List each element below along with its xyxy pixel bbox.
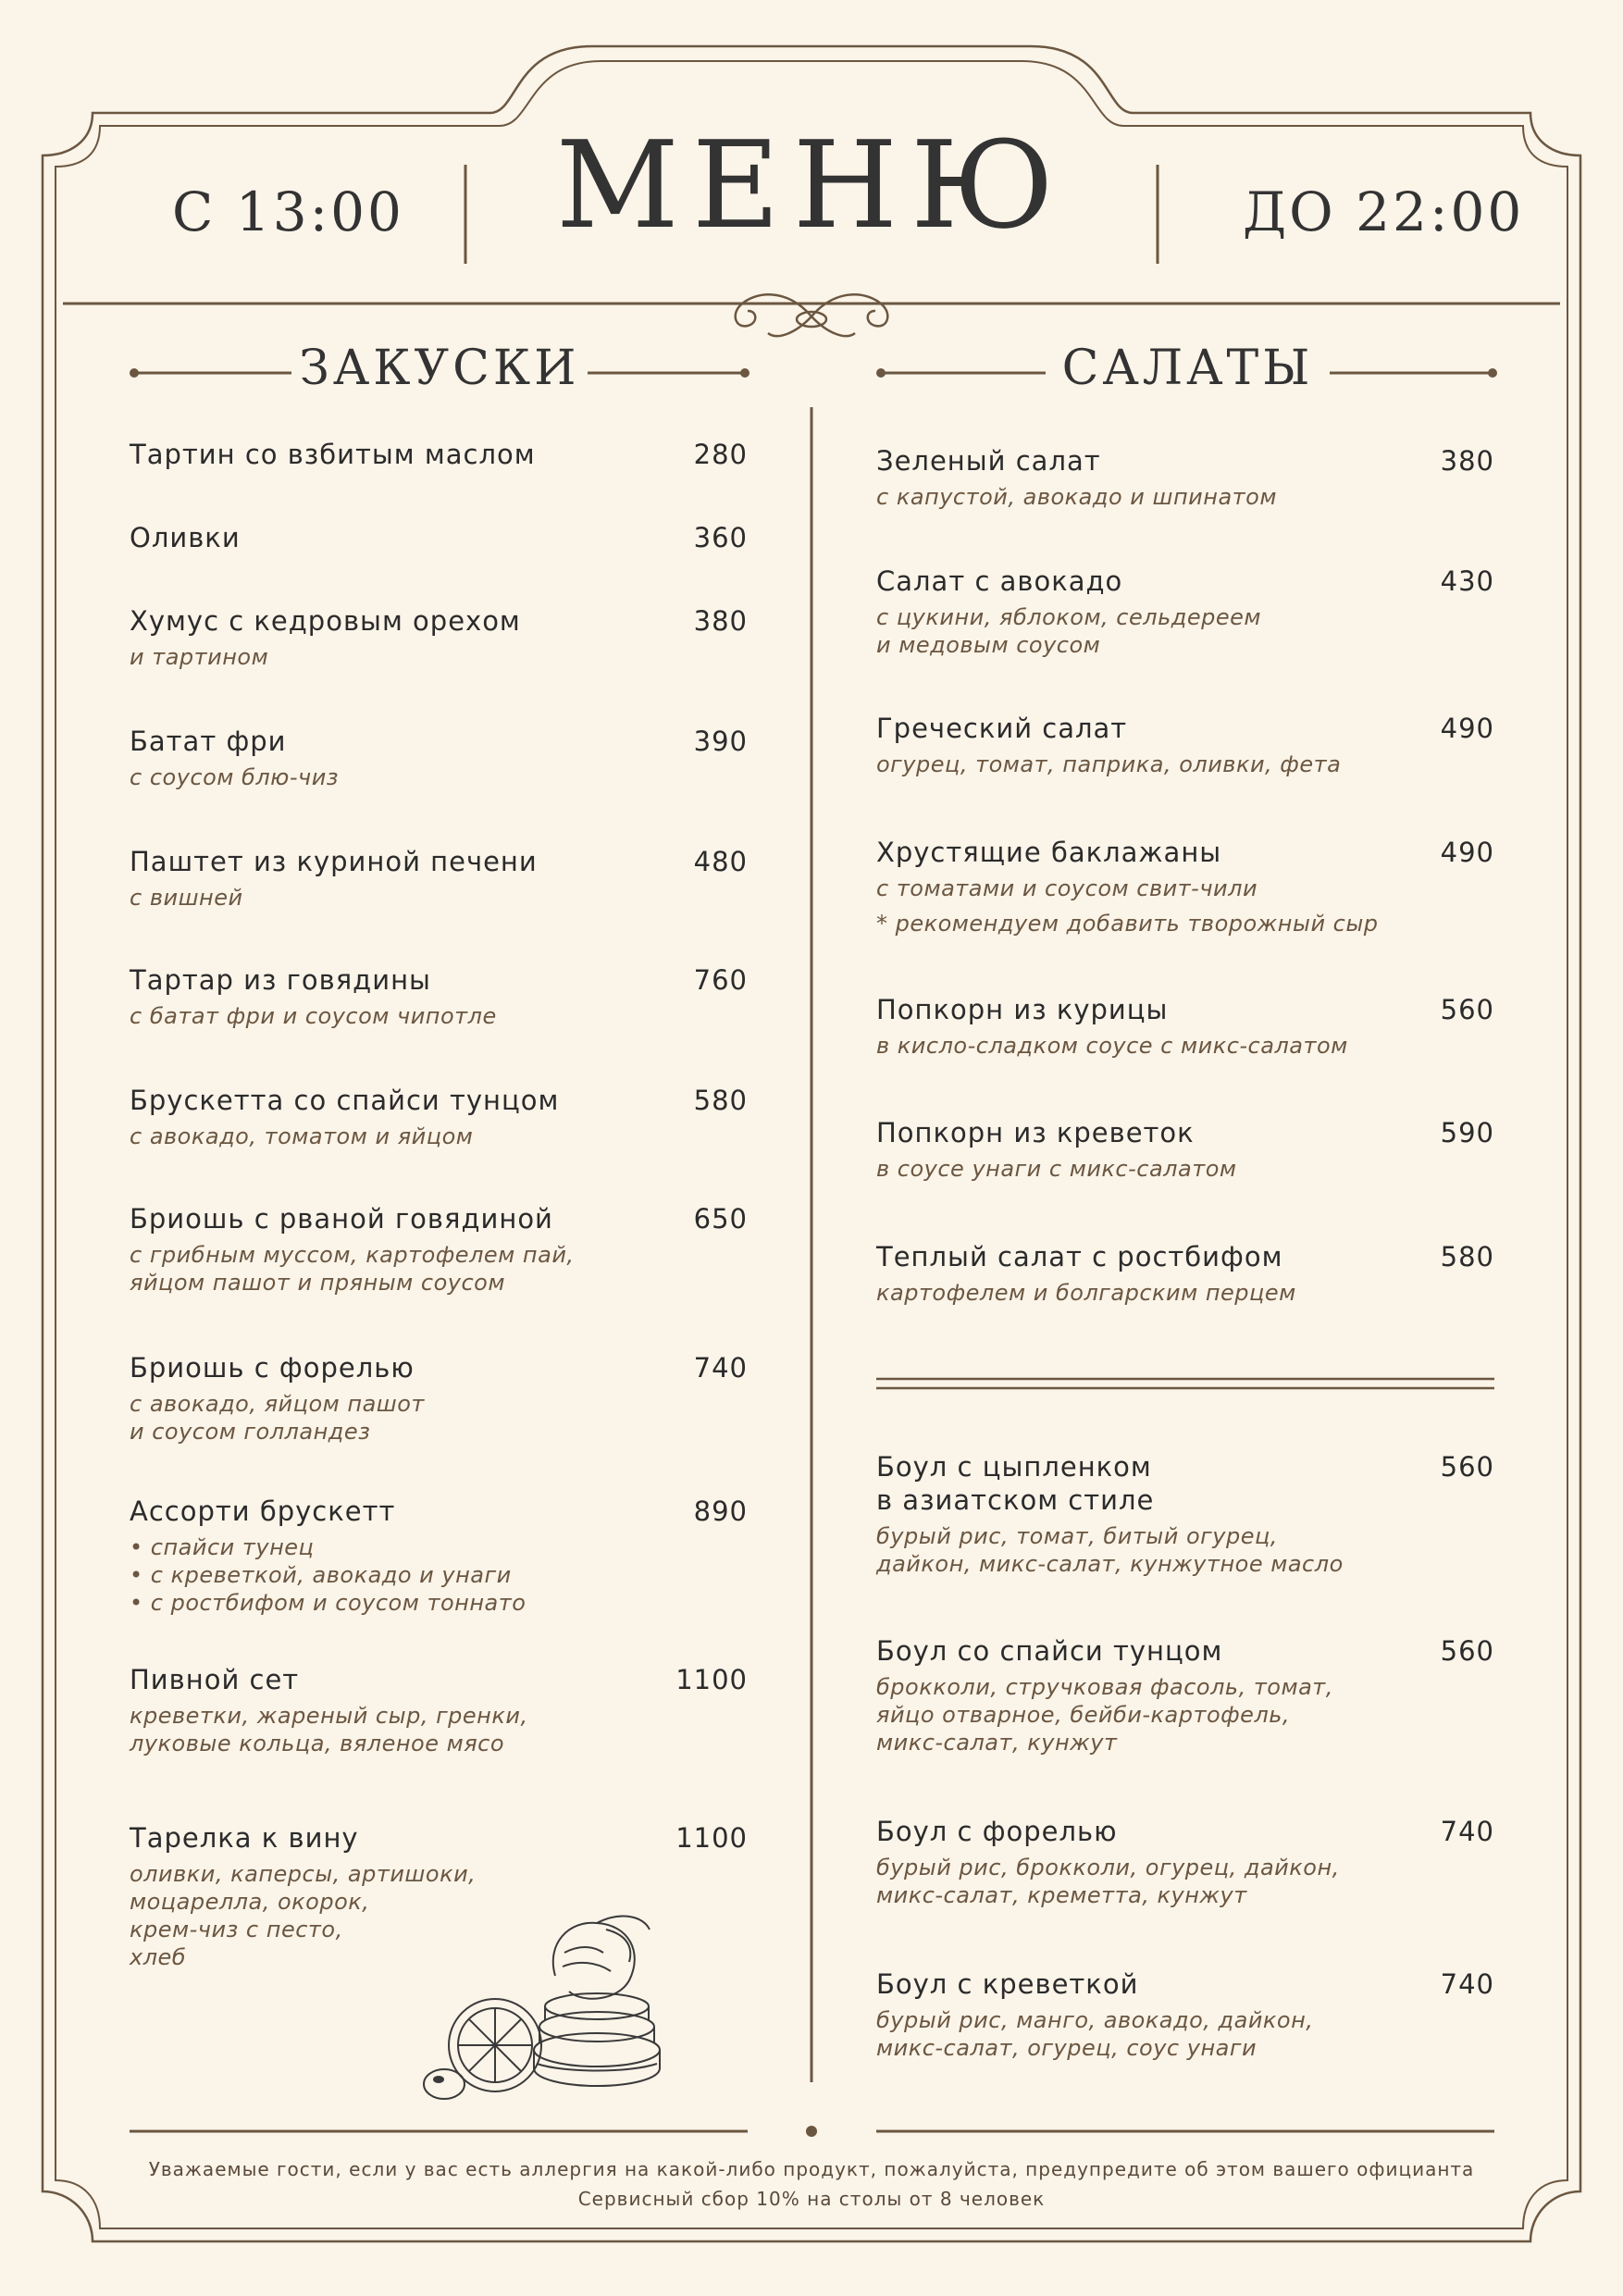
- item-price: 740: [1440, 1968, 1494, 2000]
- item-price: 580: [693, 1085, 748, 1116]
- item-description: бурый рис, брокколи, огурец, дайкон, микс-салат, креметта, кунжут: [876, 1855, 1340, 1908]
- page-title: МЕНЮ: [555, 115, 1068, 255]
- item-price: 740: [693, 1352, 748, 1384]
- item-description: с батат фри и соусом чипотле: [130, 1003, 497, 1029]
- item-description: креветки, жареный сыр, гренки, луковые кольца, вяленое мясо: [130, 1703, 528, 1756]
- opening-time: С 13:00: [172, 180, 404, 243]
- item-description: с вишней: [130, 885, 243, 911]
- item-name: Салат с авокадо: [876, 565, 1123, 597]
- section-title-salads: САЛАТЫ: [1061, 341, 1314, 396]
- item-name: Попкорн из креветок: [876, 1117, 1195, 1148]
- item-name: Брускетта со спайси тунцом: [130, 1085, 560, 1116]
- item-name: Паштет из куриной печени: [130, 846, 538, 877]
- item-price: 760: [693, 964, 748, 996]
- menu-item: [876, 993, 1494, 1060]
- menu-item: [876, 836, 1494, 937]
- item-name: Пивной сет: [130, 1664, 300, 1695]
- item-description: с соусом блю-чиз: [130, 764, 340, 790]
- menu-item: [876, 712, 1494, 778]
- item-name: Боул с форелью: [876, 1816, 1118, 1847]
- item-name: Теплый салат с ростбифом: [876, 1241, 1283, 1272]
- item-price: 380: [1440, 445, 1494, 477]
- item-name: Бриошь с форелью: [130, 1352, 415, 1384]
- menu-item: [876, 1967, 1494, 2062]
- menu-item: [130, 963, 748, 1030]
- menu-item: [130, 725, 748, 791]
- menu-item: [130, 521, 748, 554]
- item-name: Оливки: [130, 522, 241, 553]
- item-description: • спайси тунец • с креветкой, авокадо и унаги • с ростбифом и соусом тоннато: [130, 1534, 527, 1616]
- item-price: 740: [1440, 1816, 1494, 1847]
- item-name: Бриошь с рваной говядиной: [130, 1203, 553, 1235]
- menu-item: [876, 1634, 1494, 1756]
- item-name: Боул с цыпленком в азиатском стиле: [876, 1451, 1155, 1516]
- item-price: 430: [1440, 565, 1494, 597]
- item-description: с авокадо, яйцом пашот и соусом голландез: [130, 1391, 425, 1445]
- service-note: Сервисный сбор 10% на столы от 8 человек: [577, 2188, 1046, 2210]
- item-price: 1100: [675, 1822, 748, 1854]
- menu-item: [876, 1240, 1494, 1307]
- item-price: 1100: [675, 1664, 748, 1695]
- menu-item: [130, 1202, 748, 1297]
- item-price: 590: [1440, 1117, 1494, 1148]
- menu-item: [130, 845, 748, 912]
- item-description: с авокадо, томатом и яйцом: [130, 1123, 474, 1149]
- item-description: с цукини, яблоком, сельдереем и медовым соусом: [876, 604, 1261, 658]
- item-price: 650: [693, 1203, 748, 1235]
- item-name: Боул с креветкой: [876, 1968, 1139, 2000]
- menu-item: [876, 444, 1494, 511]
- menu-item: [876, 1450, 1494, 1578]
- item-description: картофелем и болгарским перцем: [876, 1280, 1296, 1306]
- ornament-flourish-icon: [736, 294, 888, 336]
- item-name: Хрустящие баклажаны: [876, 837, 1222, 868]
- item-description: с томатами и соусом свит-чили * рекомендуем добавить творожный сыр: [876, 875, 1379, 937]
- menu-item: [130, 604, 748, 671]
- item-price: 380: [693, 605, 748, 637]
- item-price: 890: [693, 1496, 748, 1527]
- item-name: Батат фри: [130, 726, 287, 757]
- menu-item: [876, 1116, 1494, 1183]
- item-price: 560: [1440, 1451, 1494, 1483]
- item-name: Тартин со взбитым маслом: [130, 439, 536, 470]
- item-price: 360: [693, 522, 748, 553]
- item-name: Попкорн из курицы: [876, 994, 1169, 1025]
- menu-item: [130, 1663, 748, 1757]
- item-name: Тарелка к вину: [130, 1822, 359, 1854]
- item-description: брокколи, стручковая фасоль, томат, яйцо отварное, бейби-картофель, микс-салат, кунжут: [876, 1674, 1333, 1756]
- menu-item: [130, 1495, 748, 1617]
- item-price: 560: [1440, 1635, 1494, 1667]
- item-description: бурый рис, томат, битый огурец, дайкон, микс-салат, кунжутное масло: [876, 1523, 1344, 1577]
- menu-item: [876, 565, 1494, 659]
- item-name: Боул со спайси тунцом: [876, 1635, 1223, 1667]
- item-price: 480: [693, 846, 748, 877]
- item-description: оливки, каперсы, артишоки, моцарелла, окорок, крем-чиз с песто, хлеб: [130, 1861, 477, 1970]
- item-price: 490: [1440, 837, 1494, 868]
- item-name: Ассорти брускетт: [130, 1496, 396, 1527]
- item-name: Зеленый салат: [876, 445, 1101, 477]
- item-description: в кисло-сладком соусе с микс-салатом: [876, 1033, 1348, 1059]
- shrimp-pancake-sketch-icon: [407, 1888, 703, 2110]
- item-description: бурый рис, манго, авокадо, дайкон, микс-салат, огурец, соус унаги: [876, 2007, 1314, 2061]
- item-name: Тартар из говядины: [130, 964, 431, 996]
- item-price: 390: [693, 726, 748, 757]
- item-price: 580: [1440, 1241, 1494, 1272]
- menu-item: [130, 1084, 748, 1150]
- item-name: Греческий салат: [876, 713, 1128, 744]
- menu-item: [130, 438, 748, 471]
- item-description: и тартином: [130, 644, 269, 670]
- menu-item: [130, 1351, 748, 1446]
- item-price: 560: [1440, 994, 1494, 1025]
- item-description: с грибным муссом, картофелем пай, яйцом пашот и пряным соусом: [130, 1242, 575, 1296]
- item-description: огурец, томат, паприка, оливки, фета: [876, 751, 1342, 777]
- item-price: 490: [1440, 713, 1494, 744]
- closing-time: ДО 22:00: [1243, 180, 1525, 243]
- item-description: с капустой, авокадо и шпинатом: [876, 484, 1277, 510]
- menu-item: [876, 1815, 1494, 1909]
- item-description: в соусе унаги с микс-салатом: [876, 1156, 1237, 1182]
- section-title-appetizers: ЗАКУСКИ: [299, 341, 580, 396]
- item-name: Хумус с кедровым орехом: [130, 605, 521, 637]
- item-price: 280: [693, 439, 748, 470]
- allergy-note: Уважаемые гости, если у вас есть аллергия на какой-либо продукт, пожалуйста, предупредите об этом вашего официанта: [148, 2158, 1475, 2180]
